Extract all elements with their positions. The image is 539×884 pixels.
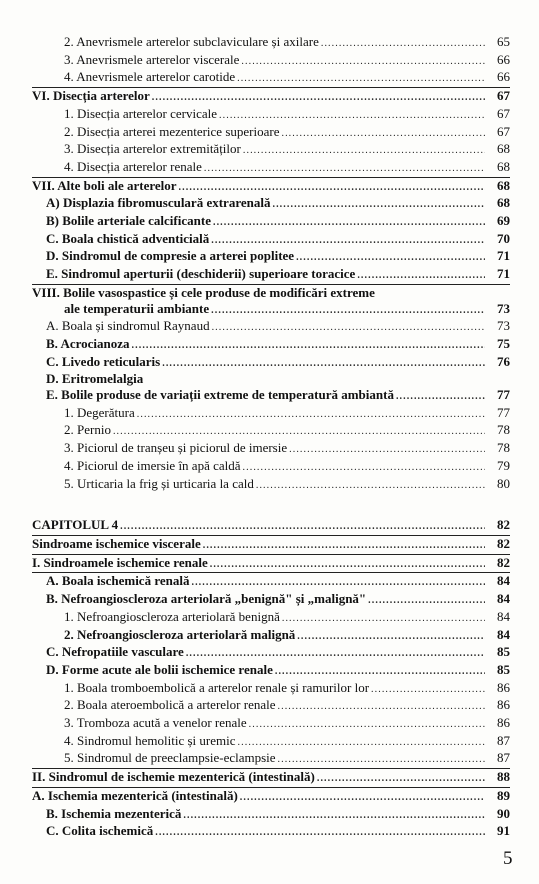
toc-entry-title: 4. Sindromul hemolitic și uremic [64, 732, 236, 748]
toc-entry-title: C. Nefropatiile vasculare [46, 644, 184, 660]
toc-entry-title: 3. Piciorul de tranșeu și piciorul de imersie [64, 440, 288, 456]
dot-leader [240, 790, 485, 806]
toc-entry-page: 69 [497, 213, 510, 229]
toc-entry-title: C. Livedo reticularis [46, 353, 161, 369]
dot-leader [203, 538, 485, 554]
toc-entry [32, 106, 510, 124]
dot-leader [210, 557, 485, 573]
dot-leader [213, 215, 485, 231]
toc-entry-page: 84 [497, 626, 510, 642]
dot-leader [243, 460, 485, 476]
toc-entry [32, 680, 510, 698]
toc-entry [32, 536, 510, 555]
toc-entry-title: D. Sindromul de compresie a arterei poplitee [46, 248, 295, 264]
toc-entry [32, 69, 510, 88]
toc-entry-page: 70 [497, 230, 510, 246]
toc-entry-title: 2. Boala ateroembolică a arterelor renale [64, 697, 276, 713]
toc-entry [32, 371, 510, 387]
dot-leader [256, 478, 485, 494]
toc-entry-page: 67 [497, 105, 510, 121]
toc-entry-title: 1. Disecția arterelor cervicale [64, 105, 218, 121]
toc-entry-title: 5. Urticaria la frig și urticaria la cald [64, 475, 254, 491]
toc-entry [32, 458, 510, 476]
toc-entry [32, 88, 510, 106]
toc-entry-page: 85 [497, 644, 510, 660]
dot-leader [357, 268, 485, 284]
toc-entry-title: B. Acrocianoza [46, 335, 130, 351]
toc-entry-page: 66 [497, 51, 510, 67]
toc-entry [32, 159, 510, 178]
toc-entry [32, 715, 510, 733]
toc-entry-title: D. Eritromelalgia [46, 371, 144, 387]
dot-leader [317, 771, 485, 787]
dot-leader [243, 143, 485, 159]
dot-leader [321, 36, 485, 52]
toc-entry [32, 627, 510, 645]
dot-leader [396, 389, 485, 405]
toc-entry-title: 2. Nefroangioscleroza arteriolară malignă [64, 626, 296, 642]
toc-entry-page: 82 [497, 517, 510, 533]
toc-entry-title: A) Displazia fibromusculară extrarenală [46, 195, 271, 211]
table-of-contents [32, 34, 510, 841]
toc-entry-page: 73 [497, 318, 510, 334]
toc-entry-page: 85 [497, 661, 510, 677]
toc-entry [32, 662, 510, 680]
toc-entry-page: 68 [497, 177, 510, 193]
toc-entry [32, 788, 510, 806]
toc-entry [32, 405, 510, 423]
dot-leader [152, 90, 485, 106]
dot-leader [219, 108, 485, 124]
toc-entry-page: 88 [497, 769, 510, 785]
dot-leader [191, 575, 485, 591]
dot-leader [120, 519, 485, 535]
dot-leader [282, 611, 485, 627]
toc-entry [32, 823, 510, 841]
dot-leader [162, 356, 485, 372]
dot-leader [249, 717, 485, 733]
toc-entry [32, 573, 510, 591]
toc-entry-title: 3. Anevrismele arterelor viscerale [64, 51, 240, 67]
toc-entry-page: 77 [497, 404, 510, 420]
dot-leader [296, 250, 485, 266]
dot-leader [212, 320, 485, 336]
section-gap [32, 493, 510, 517]
toc-entry [32, 750, 510, 769]
toc-entry [32, 231, 510, 249]
dot-leader [278, 752, 485, 768]
toc-entry [32, 213, 510, 231]
toc-entry [32, 591, 510, 609]
dot-leader [204, 161, 485, 177]
toc-entry-title: 2. Anevrismele arterelor subclaviculare și axilare [64, 34, 319, 49]
toc-entry-title: D. Forme acute ale bolii ischemice renale [46, 661, 273, 677]
toc-entry-title: E. Bolile produse de variații extreme de temperatură ambiantă [46, 387, 394, 403]
toc-entry-title: 3. Disecția arterelor extremităților [64, 141, 241, 157]
toc-entry-page: 68 [497, 158, 510, 174]
toc-entry [32, 387, 510, 405]
toc-entry-title: Sindroame ischemice viscerale [32, 535, 201, 551]
toc-entry [32, 440, 510, 458]
toc-entry-title: A. Boala ischemică renală [46, 573, 190, 589]
toc-entry [32, 555, 510, 574]
toc-entry-title: CAPITOLUL 4 [32, 517, 119, 533]
toc-entry [32, 609, 510, 627]
toc-entry-page: 78 [497, 422, 510, 438]
toc-entry-page: 86 [497, 715, 510, 731]
dot-leader [272, 197, 485, 213]
toc-entry-title: 2. Pernio [64, 422, 111, 438]
toc-entry-title: 4. Anevrismele arterelor carotide [64, 69, 236, 85]
toc-entry [32, 52, 510, 70]
toc-entry-page: 77 [497, 387, 510, 403]
dot-leader [275, 664, 485, 680]
toc-entry-title: E. Sindromul aperturii (deschiderii) superioare toracice [46, 266, 356, 282]
toc-entry-title: B. Nefroangioscleroza arteriolară „benignă" și „malignă" [46, 591, 367, 607]
dot-leader [186, 646, 485, 662]
toc-entry-page: 87 [497, 750, 510, 766]
toc-entry [32, 285, 510, 301]
toc-entry-page: 71 [497, 248, 510, 264]
toc-entry [32, 354, 510, 372]
toc-entry-title: 1. Boala tromboembolică a arterelor renale și ramurilor lor [64, 679, 370, 695]
toc-entry [32, 301, 510, 319]
dot-leader [183, 808, 485, 824]
toc-entry-page: 84 [497, 591, 510, 607]
toc-entry-page: 87 [497, 732, 510, 748]
dot-leader [238, 735, 485, 751]
toc-entry [32, 178, 510, 196]
toc-entry-page: 84 [497, 573, 510, 589]
toc-entry-title: B. Ischemia mezenterică [46, 805, 182, 821]
toc-entry-title: 1. Nefroangioscleroza arteriolară benignă [64, 608, 280, 624]
dot-leader [211, 303, 485, 319]
toc-entry-page: 90 [497, 805, 510, 821]
toc-entry-title: A. Boala și sindromul Raynaud [46, 318, 210, 334]
toc-entry-page: 86 [497, 697, 510, 713]
toc-entry-title: B) Bolile arteriale calcificante [46, 213, 211, 229]
toc-entry [32, 697, 510, 715]
toc-entry-title: VI. Disecția arterelor [32, 88, 150, 104]
toc-entry [32, 248, 510, 266]
dot-leader [132, 338, 485, 354]
toc-entry-page: 82 [497, 554, 510, 570]
toc-entry-title: 2. Disecția arterei mezenterice superioare [64, 123, 280, 139]
toc-entry-title: C. Boala chistică adventicială [46, 230, 210, 246]
toc-entry-title: 4. Piciorul de imersie în apă caldă [64, 457, 241, 473]
toc-entry-page: 79 [497, 457, 510, 473]
dot-leader [113, 424, 485, 440]
toc-entry-title: 3. Tromboza acută a venelor renale [64, 715, 247, 731]
toc-entry-page: 89 [497, 787, 510, 803]
page-number: 5 [503, 848, 513, 869]
toc-entry-title: 1. Degerătura [64, 404, 135, 420]
toc-entry-page: 68 [497, 141, 510, 157]
toc-entry [32, 195, 510, 213]
toc-entry-title: C. Colita ischemică [46, 823, 154, 839]
dot-leader [281, 126, 485, 142]
toc-entry-page: 66 [497, 69, 510, 85]
toc-entry-page: 67 [497, 123, 510, 139]
toc-entry [32, 266, 510, 285]
toc-entry-page: 68 [497, 195, 510, 211]
dot-leader [278, 699, 486, 715]
toc-entry [32, 422, 510, 440]
toc-entry [32, 769, 510, 788]
toc-entry [32, 806, 510, 824]
toc-entry-page: 80 [497, 475, 510, 491]
toc-entry [32, 124, 510, 142]
toc-entry-page: 73 [497, 300, 510, 316]
dot-leader [289, 442, 485, 458]
toc-entry-page: 86 [497, 679, 510, 695]
toc-entry [32, 644, 510, 662]
toc-entry [32, 318, 510, 336]
dot-leader [371, 682, 485, 698]
toc-entry-page: 76 [497, 353, 510, 369]
toc-entry-page: 71 [497, 266, 510, 282]
toc-entry-page: 67 [497, 88, 510, 104]
dot-leader [137, 407, 485, 423]
dot-leader [179, 180, 485, 196]
dot-leader [155, 825, 485, 841]
toc-entry-title: 4. Disecția arterelor renale [64, 158, 202, 174]
dot-leader [237, 71, 485, 87]
toc-entry-page: 75 [497, 335, 510, 351]
toc-entry-page: 82 [497, 535, 510, 551]
toc-entry [32, 517, 510, 536]
dot-leader [297, 629, 485, 645]
toc-entry [32, 733, 510, 751]
toc-entry-page: 84 [497, 608, 510, 624]
dot-leader [211, 233, 485, 249]
toc-entry-page: 65 [497, 34, 510, 49]
toc-entry-title: VII. Alte boli ale arterelor [32, 177, 177, 193]
toc-entry-title: VIII. Bolile vasospastice și cele produse de modificări extreme [32, 284, 375, 300]
toc-entry-page: 91 [497, 823, 510, 839]
dot-leader [368, 593, 485, 609]
dot-leader [241, 54, 485, 70]
toc-entry [32, 476, 510, 494]
toc-entry [32, 34, 510, 52]
toc-entry [32, 336, 510, 354]
toc-entry-title: 5. Sindromul de preeclampsie-eclampsie [64, 750, 276, 766]
toc-entry-title: I. Sindroamele ischemice renale [32, 554, 208, 570]
toc-entry-title: A. Ischemia mezenterică (intestinală) [32, 787, 238, 803]
toc-entry-page: 78 [497, 440, 510, 456]
toc-entry [32, 141, 510, 159]
toc-entry-title: II. Sindromul de ischemie mezenterică (intestinală) [32, 769, 315, 785]
toc-entry-title: ale temperaturii ambiante [64, 300, 210, 316]
